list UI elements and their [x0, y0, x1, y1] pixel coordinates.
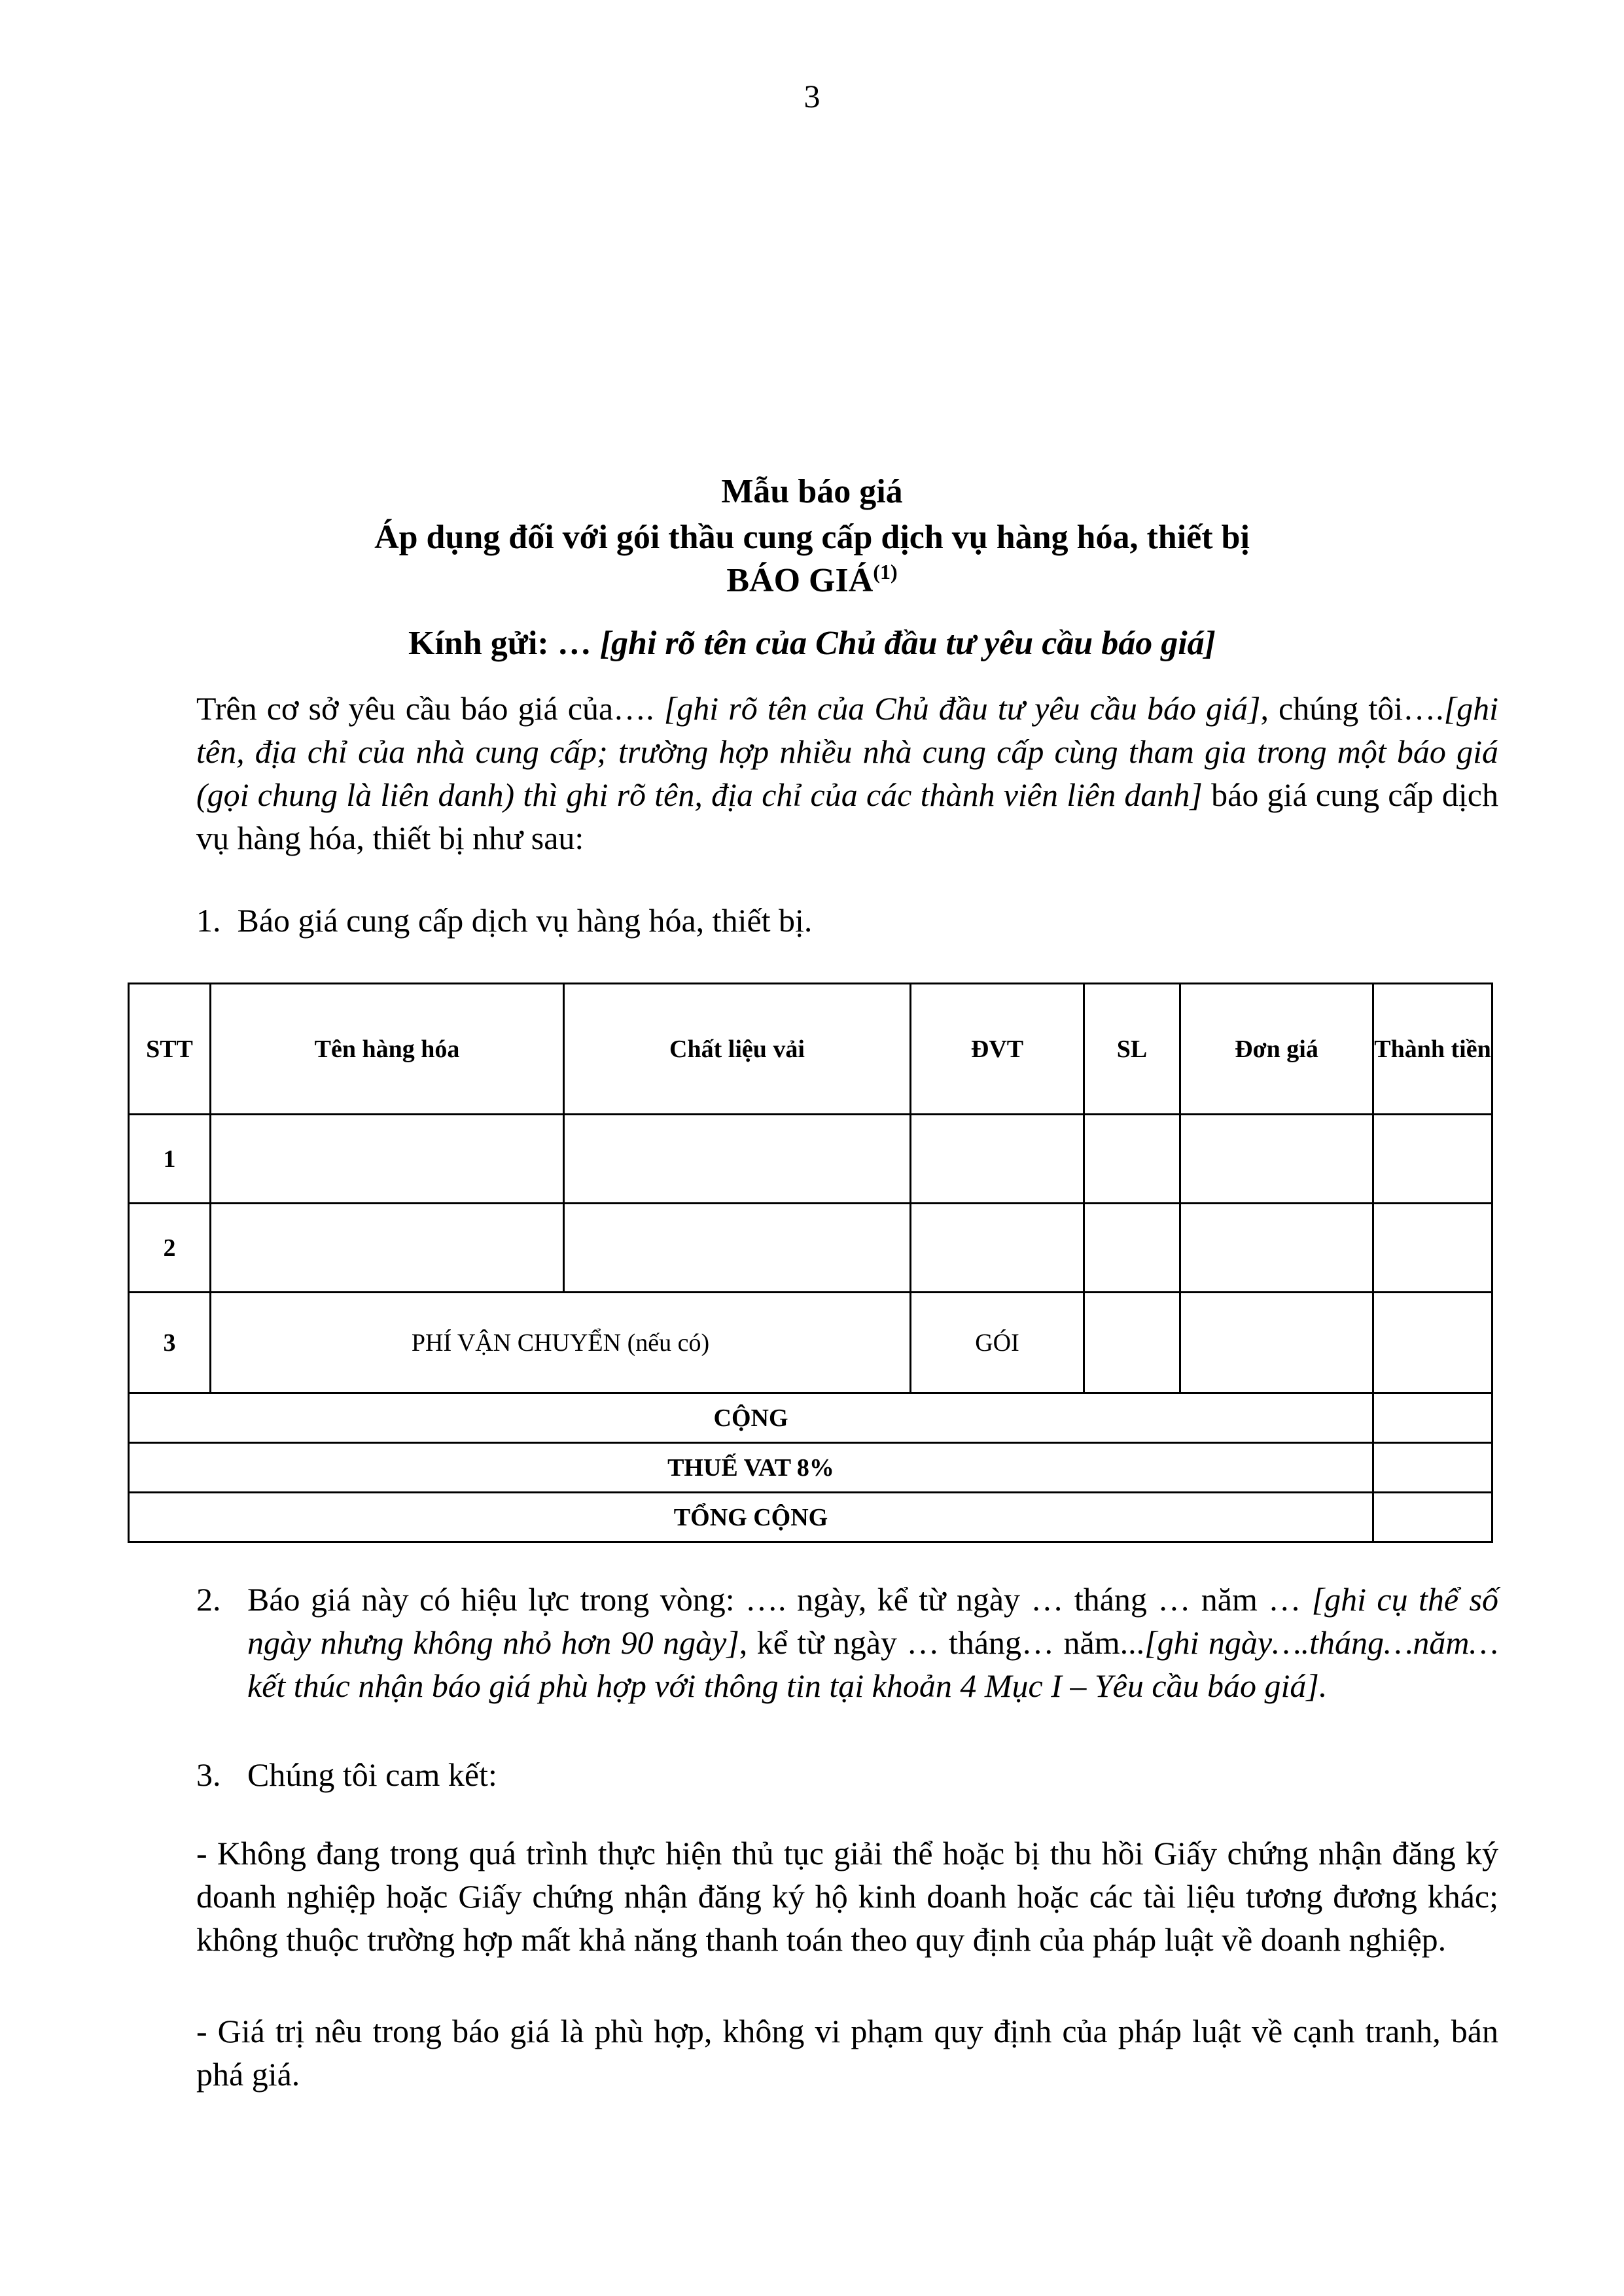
- vat-row: [129, 1443, 1492, 1493]
- cell-amount: [1373, 1293, 1492, 1393]
- recipient-line: [0, 627, 1624, 661]
- cell-quantity: [1084, 1115, 1180, 1204]
- cell-quantity: [1084, 1293, 1180, 1393]
- document-title: [0, 560, 1624, 599]
- item-2: [196, 1578, 1498, 1707]
- item-2-number: 2.: [196, 1581, 221, 1618]
- item-2-text-3: .: [1318, 1667, 1328, 1704]
- table-row: [129, 1293, 1492, 1393]
- table-row: [129, 1115, 1492, 1204]
- table-header-row: [129, 984, 1492, 1115]
- form-subtitle: Áp dụng đối với gói thầu cung cấp dịch vụ hàng hóa, thiết bị: [374, 519, 1250, 556]
- vat-label: THUẾ VAT 8%: [129, 1443, 1373, 1493]
- header-quantity: SL: [1084, 984, 1180, 1115]
- item-3: [196, 1753, 1498, 1796]
- intro-placeholder-1: [ghi rõ tên của Chủ đầu tư yêu cầu báo giá]: [663, 690, 1261, 727]
- vat-value: [1373, 1443, 1492, 1493]
- item-2-text: [247, 1578, 1498, 1707]
- item-2-text-2: , kể từ ngày … tháng… năm...: [739, 1624, 1145, 1661]
- item-2-placeholder-2: [ghi ngày….tháng…năm… kết thúc nhận báo giá phù hợp với thông tin tại khoản 4 Mục I – Yêu cầu báo giá]: [247, 1624, 1498, 1704]
- commitment-1: - Không đang trong quá trình thực hiện thủ tục giải thể hoặc bị thu hồi Giấy chứng nhận đăng ký doanh nghiệp hoặc Giấy chứng nhận đăng ký hộ kinh doanh hoặc các tài liệu tương đương khác; không thuộc trường hợp mất khả năng thanh toán theo quy định của pháp luật về doanh nghiệp.: [196, 1835, 1498, 1958]
- item-1-number: 1.: [196, 902, 221, 939]
- cell-unit: GÓI: [911, 1293, 1084, 1393]
- quote-table: [128, 983, 1493, 1543]
- intro-text-3: báo giá cung cấp dịch vụ hàng hóa, thiết bị như sau:: [196, 776, 1499, 856]
- grand-total-label: TỔNG CỘNG: [129, 1493, 1373, 1542]
- cell-amount: [1373, 1204, 1492, 1293]
- cell-quantity: [1084, 1204, 1180, 1293]
- header-fabric: Chất liệu vải: [564, 984, 911, 1115]
- footnote-marker: (1): [873, 560, 898, 583]
- recipient-label: Kính gửi: …: [408, 625, 600, 662]
- page-number: 3: [803, 78, 821, 114]
- header-amount: Thành tiền: [1373, 984, 1492, 1115]
- subtotal-value: [1373, 1393, 1492, 1443]
- grand-total-value: [1373, 1493, 1492, 1542]
- item-3-text: Chúng tôi cam kết:: [247, 1756, 497, 1793]
- cell-amount: [1373, 1115, 1492, 1204]
- item-2-placeholder-1: [ghi cụ thể số ngày nhưng không nhỏ hơn 90 ngày]: [247, 1581, 1498, 1661]
- intro-text-1: Trên cơ sở yêu cầu báo giá của….: [196, 690, 664, 727]
- subtotal-label: CỘNG: [129, 1393, 1373, 1443]
- cell-fabric: [564, 1204, 911, 1293]
- cell-unit-price: [1180, 1293, 1373, 1393]
- item-1-text: Báo giá cung cấp dịch vụ hàng hóa, thiết bị.: [237, 902, 813, 939]
- header-item-name: Tên hàng hóa: [211, 984, 564, 1115]
- item-3-number: 3.: [196, 1756, 221, 1793]
- cell-item-name: [211, 1204, 564, 1293]
- intro-text-2: , chúng tôi….: [1260, 690, 1444, 727]
- item-2-text-1: Báo giá này có hiệu lực trong vòng: …. ngày, kể từ ngày … tháng … năm …: [247, 1581, 1312, 1618]
- document-title-text: BÁO GIÁ: [726, 562, 874, 599]
- header-unit: ĐVT: [911, 984, 1084, 1115]
- commitment-2: - Giá trị nêu trong báo giá là phù hợp, không vi phạm quy định của pháp luật về cạnh tranh, bán phá giá.: [196, 2013, 1498, 2093]
- row-stt: 1: [129, 1115, 211, 1204]
- cell-unit: [911, 1204, 1084, 1293]
- intro-paragraph: [196, 687, 1498, 860]
- header-stt: STT: [129, 984, 211, 1115]
- recipient-placeholder: [ghi rõ tên của Chủ đầu tư yêu cầu báo giá]: [599, 625, 1216, 662]
- subtotal-row: [129, 1393, 1492, 1443]
- cell-shipping-fee: PHÍ VẬN CHUYỂN (nếu có): [211, 1293, 911, 1393]
- cell-fabric: [564, 1115, 911, 1204]
- grand-total-row: [129, 1493, 1492, 1542]
- table-row: [129, 1204, 1492, 1293]
- cell-unit-price: [1180, 1204, 1373, 1293]
- row-stt: 2: [129, 1204, 211, 1293]
- intro-placeholder-2: [ghi tên, địa chỉ của nhà cung cấp; trường hợp nhiều nhà cung cấp cùng tham gia trong một báo giá (gọi chung là liên danh) thì ghi rõ tên, địa chỉ của các thành viên liên danh]: [196, 690, 1498, 813]
- cell-unit: [911, 1115, 1084, 1204]
- row-stt: 3: [129, 1293, 211, 1393]
- item-1: [196, 901, 812, 939]
- cell-item-name: [211, 1115, 564, 1204]
- header-unit-price: Đơn giá: [1180, 984, 1373, 1115]
- form-title: Mẫu báo giá: [721, 473, 903, 510]
- cell-unit-price: [1180, 1115, 1373, 1204]
